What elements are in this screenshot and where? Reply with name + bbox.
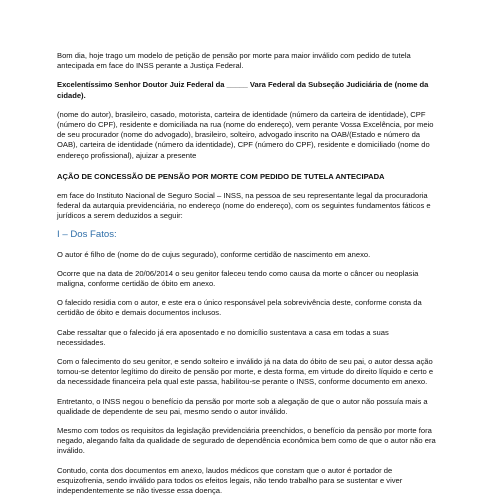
fact-paragraph: Mesmo com todos os requisitos da legislação previdenciária preenchidos, o benefício da pensão por morte fora negado, alegando falta da qualidade de segurado de dependência econômica bem como de que o autor não era inválido. <box>57 426 436 456</box>
fact-paragraph: O autor é filho de (nome do de cujus segurado), conforme certidão de nascimento em anexo. <box>57 249 371 259</box>
intro-paragraph: Bom dia, hoje trago um modelo de petição de pensão por morte para maior inválido com pedido de tutela antecipada em face do INSS perante a Justiça Federal. <box>57 51 411 71</box>
fact-paragraph: Com o falecimento do seu genitor, e sendo solteiro e inválido já na data do óbito de seu pai, o autor dessa ação tornou-se detentor legítimo do direito de pensão por morte, e desta forma, em virtude do direito líquido e certo e da necessidade financeira pela qual este passa, habilitou-se perante o INSS, conforme documento em anexo. <box>57 357 434 387</box>
fact-paragraph: O falecido residia com o autor, e este era o único responsável pela sobrevivência deste, conforme consta da certidão de óbito e demais documentos inclusos. <box>57 298 422 318</box>
fact-paragraph: Contudo, conta dos documentos em anexo, laudos médicos que constam que o autor é portador de esquizofrenia, sendo inválido para todos os efeitos legais, não tendo trabalho para se sustentar e viver independentemente se não tivesse essa doença. <box>57 465 403 496</box>
fact-paragraph: Ocorre que na data de 20/06/2014 o seu genitor faleceu tendo como causa da morte o câncer ou neoplasia maligna, conforme certidão de óbito em anexo. <box>57 268 419 289</box>
section-heading-facts: I – Dos Fatos: <box>57 228 117 240</box>
qualification-paragraph: (nome do autor), brasileiro, casado, motorista, carteira de identidade (número da carteira de identidade), CPF (número do CPF), residente e domiciliada na rua (nome do endereço), vem perante Vossa Excelência, por meio de seu procurador (nome do advogado), brasileiro, solteiro, advogado inscrito na OAB/(Estado e número da OAB), carteira de identidade (número da identidade), CPF (número do CPF), residente e domiciliado (nome do endereço profissional), ajuizar a presente <box>57 109 434 160</box>
against-paragraph: em face do Instituto Nacional de Seguro Social – INSS, na pessoa de seu representante legal da procuradoria federal da autarquia previdenciária, no endereço (nome do endereço), com os seguintes fundamentos fáticos e jurídicos a serem deduzidos a seguir: <box>57 191 431 221</box>
fact-paragraph: Entretanto, o INSS negou o benefício da pensão por morte sob a alegação de que o autor não possuía mais a qualidade de dependente de seu pai, mesmo sendo o autor inválido. <box>57 396 428 416</box>
fact-paragraph: Cabe ressaltar que o falecido já era aposentado e no domicílio sustentava a casa em todas a suas necessidades. <box>57 327 389 347</box>
action-title: AÇÃO DE CONCESSÃO DE PENSÃO POR MORTE COM PEDIDO DE TUTELA ANTECIPADA <box>57 171 385 181</box>
addressee-heading: Excelentíssimo Senhor Doutor Juiz Federal da _____ Vara Federal da Subseção Judiciária de (nome da cidade). <box>57 80 429 100</box>
